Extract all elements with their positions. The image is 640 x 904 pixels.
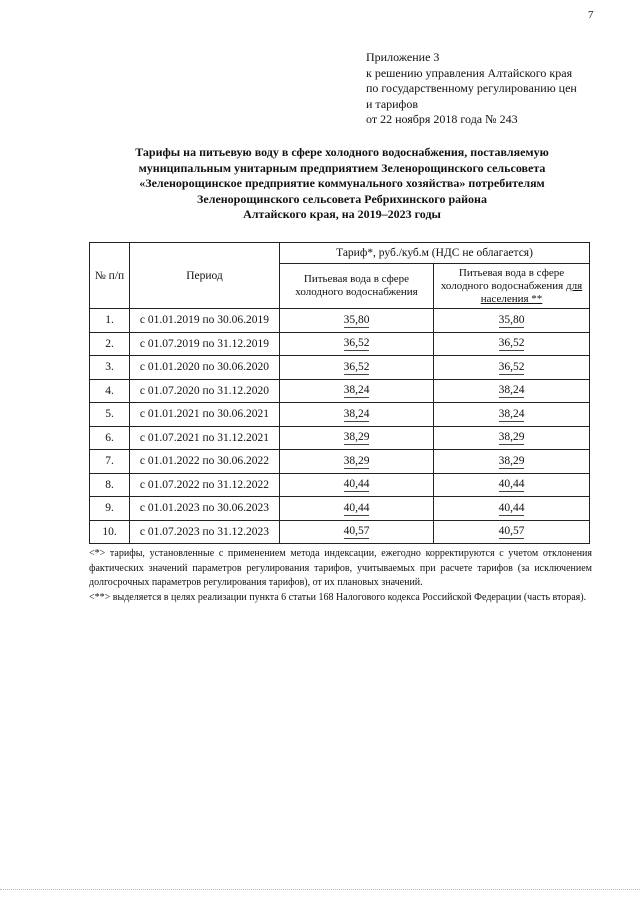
table-row [90, 309, 590, 333]
row-period: с 01.01.2021 по 30.06.2021 [130, 403, 280, 427]
table-row [90, 520, 590, 544]
table-row [90, 497, 590, 521]
title-line: «Зеленорощинское предприятие коммунального хозяйства» потребителям [139, 176, 545, 191]
tariff-value: 38,24 [498, 407, 525, 420]
table-row [90, 379, 590, 403]
row-tariff-population [434, 497, 590, 521]
row-number: 4. [90, 379, 130, 403]
appendix-line: к решению управления Алтайского края [366, 65, 573, 80]
appendix-block [366, 50, 577, 128]
appendix-line: и тарифов [366, 96, 419, 111]
table-row [90, 426, 590, 450]
row-tariff-population [434, 520, 590, 544]
page-number: 7 [588, 9, 594, 21]
row-tariff-population [434, 426, 590, 450]
tariff-value: 36,52 [343, 337, 370, 350]
row-tariff-general [280, 497, 434, 521]
title-line: Тарифы на питьевую воду в сфере холодного водоснабжения, поставляемую [135, 145, 549, 159]
row-tariff-general [280, 520, 434, 544]
page-bottom-divider [0, 889, 640, 890]
footnote-indexation: <*> тарифы, установленные с применением метода индексации, ежегодно корректируются с учетом отклонения фактических значений параметров регулирования тарифов, учитываемых при расчете тарифов (за исключением долгосрочных параметров регулирования тарифов), от их плановых значений. [89, 548, 592, 588]
table-row [90, 356, 590, 380]
title-line: муниципальным унитарным предприятием Зеленорощинского сельсовета [138, 160, 546, 175]
row-tariff-population [434, 473, 590, 497]
table-row [90, 403, 590, 427]
row-period: с 01.07.2023 по 31.12.2023 [130, 520, 280, 544]
row-period: с 01.07.2019 по 31.12.2019 [130, 332, 280, 356]
row-period: с 01.01.2023 по 30.06.2023 [130, 497, 280, 521]
tariff-value: 38,29 [498, 454, 525, 467]
tariff-value: 40,44 [498, 501, 525, 514]
tariff-value: 35,80 [498, 313, 525, 326]
document-title [92, 145, 592, 223]
row-number: 7. [90, 450, 130, 474]
footnote-vat: <**> выделяется в целях реализации пункта 6 статьи 168 Налогового кодекса Российской Федерации (часть вторая). [89, 592, 587, 603]
row-tariff-general [280, 426, 434, 450]
row-tariff-general [280, 309, 434, 333]
row-tariff-population [434, 356, 590, 380]
row-number: 1. [90, 309, 130, 333]
tariff-value: 38,24 [343, 384, 370, 397]
row-tariff-general [280, 332, 434, 356]
row-tariff-general [280, 473, 434, 497]
tariff-value: 40,44 [343, 478, 370, 491]
row-period: с 01.01.2020 по 30.06.2020 [130, 356, 280, 380]
row-period: с 01.01.2022 по 30.06.2022 [130, 450, 280, 474]
row-period: с 01.01.2019 по 30.06.2019 [130, 309, 280, 333]
appendix-line: Приложение 3 [366, 50, 440, 64]
tariff-value: 38,24 [343, 407, 370, 420]
tariff-value: 40,57 [498, 525, 525, 538]
row-tariff-population [434, 403, 590, 427]
row-tariff-population [434, 379, 590, 403]
row-number: 8. [90, 473, 130, 497]
tariff-table [89, 242, 590, 544]
table-row [90, 450, 590, 474]
row-period: с 01.07.2022 по 31.12.2022 [130, 473, 280, 497]
appendix-line: по государственному регулированию цен [366, 81, 577, 95]
tariff-value: 36,52 [498, 337, 525, 350]
tariff-value: 40,57 [343, 525, 370, 538]
tariff-value: 38,29 [343, 454, 370, 467]
row-tariff-general [280, 450, 434, 474]
title-line: Алтайского края, на 2019–2023 годы [243, 207, 441, 222]
row-tariff-general [280, 356, 434, 380]
tariff-value: 40,44 [498, 478, 525, 491]
row-number: 10. [90, 520, 130, 544]
header-tariff-population [434, 264, 590, 309]
appendix-line: от 22 ноября 2018 года № 243 [366, 112, 518, 126]
row-number: 6. [90, 426, 130, 450]
header-tariff: Тариф*, руб./куб.м (НДС не облагается) [280, 243, 590, 264]
tariff-value: 36,52 [498, 360, 525, 373]
row-number: 9. [90, 497, 130, 521]
tariff-value: 40,44 [343, 501, 370, 514]
tariff-value: 38,29 [343, 431, 370, 444]
header-number: № п/п [90, 243, 130, 309]
header-tariff-population-main: Питьевая вода в сфере холодного водоснабжения [440, 266, 565, 292]
tariff-value: 38,29 [498, 431, 525, 444]
title-line: Зеленорощинского сельсовета Ребрихинского района [197, 191, 487, 206]
tariff-value: 36,52 [343, 360, 370, 373]
header-tariff-general: Питьевая вода в сфере холодного водоснабжения [280, 264, 434, 309]
row-tariff-population [434, 450, 590, 474]
tariff-value: 35,80 [343, 313, 370, 326]
row-period: с 01.07.2021 по 31.12.2021 [130, 426, 280, 450]
row-period: с 01.07.2020 по 31.12.2020 [130, 379, 280, 403]
header-tariff-population-tail: для населения ** [480, 279, 583, 305]
row-tariff-general [280, 403, 434, 427]
table-row [90, 473, 590, 497]
row-number: 2. [90, 332, 130, 356]
row-number: 5. [90, 403, 130, 427]
header-period: Период [130, 243, 280, 309]
row-tariff-population [434, 309, 590, 333]
row-tariff-general [280, 379, 434, 403]
tariff-value: 38,24 [498, 384, 525, 397]
table-row [90, 332, 590, 356]
row-tariff-population [434, 332, 590, 356]
row-number: 3. [90, 356, 130, 380]
